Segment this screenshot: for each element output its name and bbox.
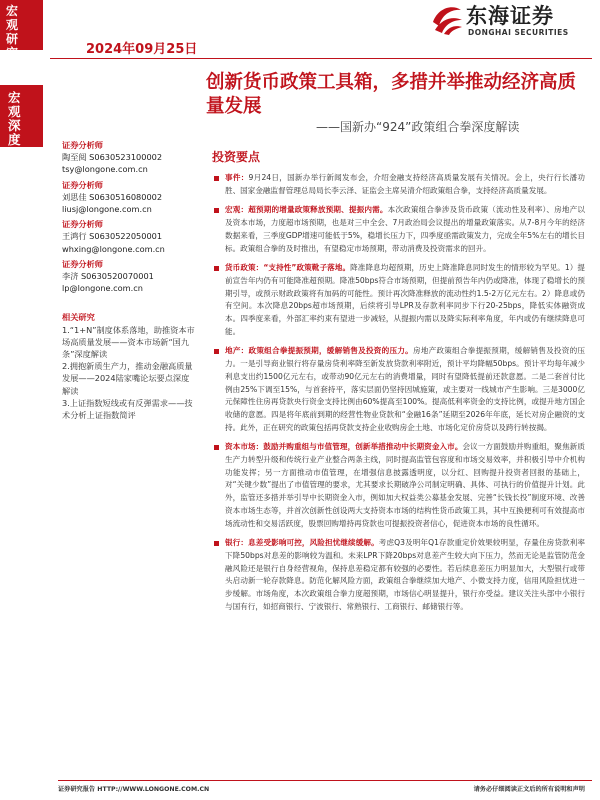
report-title: 创新货币政策工具箱，多措并举推动经济高质量发展 bbox=[206, 72, 577, 117]
key-point-macro bbox=[212, 204, 585, 255]
related-research-item[interactable]: 2.拥抱新质生产力，推动金融高质量发展——2024陆家嘴论坛要点深度解读 bbox=[62, 361, 193, 396]
key-point-property bbox=[212, 345, 585, 434]
analyst-block bbox=[62, 139, 197, 176]
analyst-name: 刘思佳 S0630516080002 bbox=[62, 191, 163, 202]
key-point-lead: 货币政策：“支持性”政策靴子落地。 bbox=[225, 263, 351, 273]
key-point-text: 本次政策组合拳涉及货币政策（流动性及利率）、房地产以及资本市场，力度超市场预期，也是对三中全会、7月政治局会议提出的增量政策落实。从7-8月今年的经济数据来看，三季度GDP增速可能低于5%，稳增长压力下，四季度亟需政策发力，完成全年5%左右的增长目标。政策组合拳的及时推出，有望稳定市场预期，带动消费及投资需求的回升。 bbox=[225, 205, 586, 253]
category-label: 宏观研究 bbox=[6, 4, 19, 60]
related-research-item[interactable]: 1.“1+N”制度体系落地，助推资本市场高质量发展——资本市场新“国九条”深度解读 bbox=[62, 324, 195, 360]
key-point-text: 9月24日，国新办举行新闻发布会，介绍金融支持经济高质量发展有关情况。会上，央行行长潘功胜、国家金融监督管理总局局长李云泽、证监会主席吴清介绍政策组合拳，支持经济高质量发展。 bbox=[225, 173, 585, 195]
related-research-item[interactable]: 3.上证指数短线或有反弹需求——技术分析上证指数简评 bbox=[62, 397, 193, 421]
analyst-role: 证券分析师 bbox=[62, 179, 103, 190]
key-point-text: 降准降息均超预期，历史上降准降息同时发生的情形较为罕见。1）提前宣告年内仍有可能降准超预期。降准50bps符合市场预期，但提前预告年内仍或降准，体现了稳增长的预期引导，或预示财政政策将有加码的可能性。预计再次降准释放的流动性约1.5-2万亿元左右。2）降息或仍有空间。本次降息20bps超市场预期，后续将引导LPR及存款利率同步下行20-25bps，降低实体融资成本。四季度来看，外部汇率约束有望进一步减轻，从提振内需以及降实际利率角度，年内或仍有继续降息可能。 bbox=[225, 263, 585, 336]
related-research-heading: 相关研究 bbox=[62, 312, 95, 323]
report-subtitle: ——国新办“924”政策组合拳深度解读 bbox=[316, 120, 520, 134]
analyst-email[interactable]: liusj@longone.com.cn bbox=[62, 204, 152, 215]
section-tab-label: 宏观深度 bbox=[8, 90, 21, 147]
company-logo bbox=[430, 0, 595, 42]
analyst-block bbox=[62, 179, 197, 216]
logo-wave-icon bbox=[430, 2, 464, 36]
key-point-capital-market bbox=[212, 441, 585, 530]
key-point-lead: 事件： bbox=[225, 173, 249, 182]
key-point-lead: 宏观：超预期的增量政策释放预期、提振内需。 bbox=[225, 205, 388, 215]
footer-website[interactable]: 证券研究报告 HTTP://WWW.LONGONE.COM.CN bbox=[58, 786, 210, 793]
key-point-event bbox=[212, 172, 585, 197]
logo-text-cn: 东海证券 bbox=[466, 3, 554, 28]
key-point-lead: 地产：政策组合拳提振预期，缓解销售及投资的压力。 bbox=[225, 346, 413, 356]
key-points-body bbox=[212, 172, 585, 621]
key-point-monetary bbox=[212, 262, 585, 338]
analyst-email[interactable]: lp@longone.com.cn bbox=[62, 283, 143, 294]
analyst-role: 证券分析师 bbox=[62, 140, 103, 150]
header-divider bbox=[50, 58, 592, 59]
analyst-name: 陶至阅 S0630523100002 bbox=[62, 152, 163, 163]
analyst-name: 王鸿行 S0630522050001 bbox=[62, 231, 163, 242]
footer-divider bbox=[58, 780, 592, 781]
key-point-banks bbox=[212, 537, 585, 613]
report-date: 2024年09月25日 bbox=[86, 42, 198, 57]
footer-disclaimer: 请务必仔细阅读正文后的所有说明和声明 bbox=[473, 786, 585, 793]
logo-text-en: DONGHAI SECURITIES bbox=[468, 28, 569, 37]
analyst-role: 证券分析师 bbox=[62, 258, 103, 269]
key-point-lead: 银行：息差受影响可控，风险担忧继续缓解。 bbox=[225, 538, 379, 548]
section-tab bbox=[0, 85, 43, 147]
category-tab bbox=[0, 0, 43, 60]
analyst-email[interactable]: tsy@longone.com.cn bbox=[62, 164, 148, 175]
key-point-text: 会议一方面鼓励并购重组，聚焦新质生产力转型升级和传统行业产业整合两条主线，同时提高监管包容度和市场交易效率，并积极引导中介机构功能发挥；另一方面推动市值管理，在增强信息披露透明度，以分红、回购提升投资者回报的基础上，对“关键少数”提出了市值管理的要求，尤其要求长期破净公司制定明确、具体、可执行的价值提升计划。此外，监管还多措并举引导中长期资金入市，例如加大权益类公募基金发展、完善“长钱长投”制度环境、改善资本市场生态等，并首次创新性创设两大支持资本市场的结构性货币政策工具，其中互换便利可有效提高市场流动性和交易活跃度，股票回购增持再贷款也可提振投资者信心，促进资本市场的良性循环。 bbox=[225, 442, 586, 528]
key-point-text: 房地产政策组合拳提振预期，缓解销售及投资的压力。一是引导商业银行将存量房贷利率降至新发放贷款利率附近，预计平均降幅50bps。预计平均每年减少利息支出约1500亿元左右，或带动90亿元左右的消费增量，同时有望降低提前还款意愿。二是二套首付比例由25%下调至15%，与首套持平，落实层面仍坚持因城施策，或主要对一线城市产生影响。三是3000亿元保障性住房再贷款央行资金支持比例由60%提高至100%。提高低利率资金的支持比例，或提升地方国企收储的意愿。四是将年底前到期的经营性物业贷款和“金融16条”延期至2026年年底，延长对房企融资的支持。此外，正在研究的政策包括再贷款支持企业收购房企土地、市场化定价房贷以及跨行转按揭。 bbox=[225, 346, 586, 432]
analyst-role: 证券分析师 bbox=[62, 219, 103, 230]
key-point-lead: 资本市场：鼓励并购重组与市值管理，创新举措推动中长期资金入市。 bbox=[225, 442, 463, 452]
sidebar bbox=[62, 139, 197, 421]
key-point-text: 考虑Q3及明年Q1存款重定价效果较明显，存量住房贷款利率下降50bps对息差的影响较为温和。未来LPR下降20bps对息差产生较大向下压力，然而无论是监管防范金融风险还是银行自身经营视角，保持息差稳定都有较强的必要性。若后续息差压力明显加大，大型银行或带头启动新一轮存款降息。防范化解风险方面，政策组合拳继续加大地产、小微支持力度，信用风险担忧进一步缓解。市场角度，本次政策组合拳力度超预期，市场信心明显提升，银行亦受益。建议关注头部中小银行与国有行，如招商银行、宁波银行、常熟银行、工商银行、邮储银行等。 bbox=[225, 538, 585, 611]
key-points-heading: 投资要点 bbox=[212, 150, 261, 164]
analyst-email[interactable]: whxing@longone.com.cn bbox=[62, 243, 165, 254]
analyst-name: 李济 S0630520070001 bbox=[62, 271, 154, 282]
analyst-block bbox=[62, 258, 197, 295]
analyst-block bbox=[62, 218, 197, 255]
